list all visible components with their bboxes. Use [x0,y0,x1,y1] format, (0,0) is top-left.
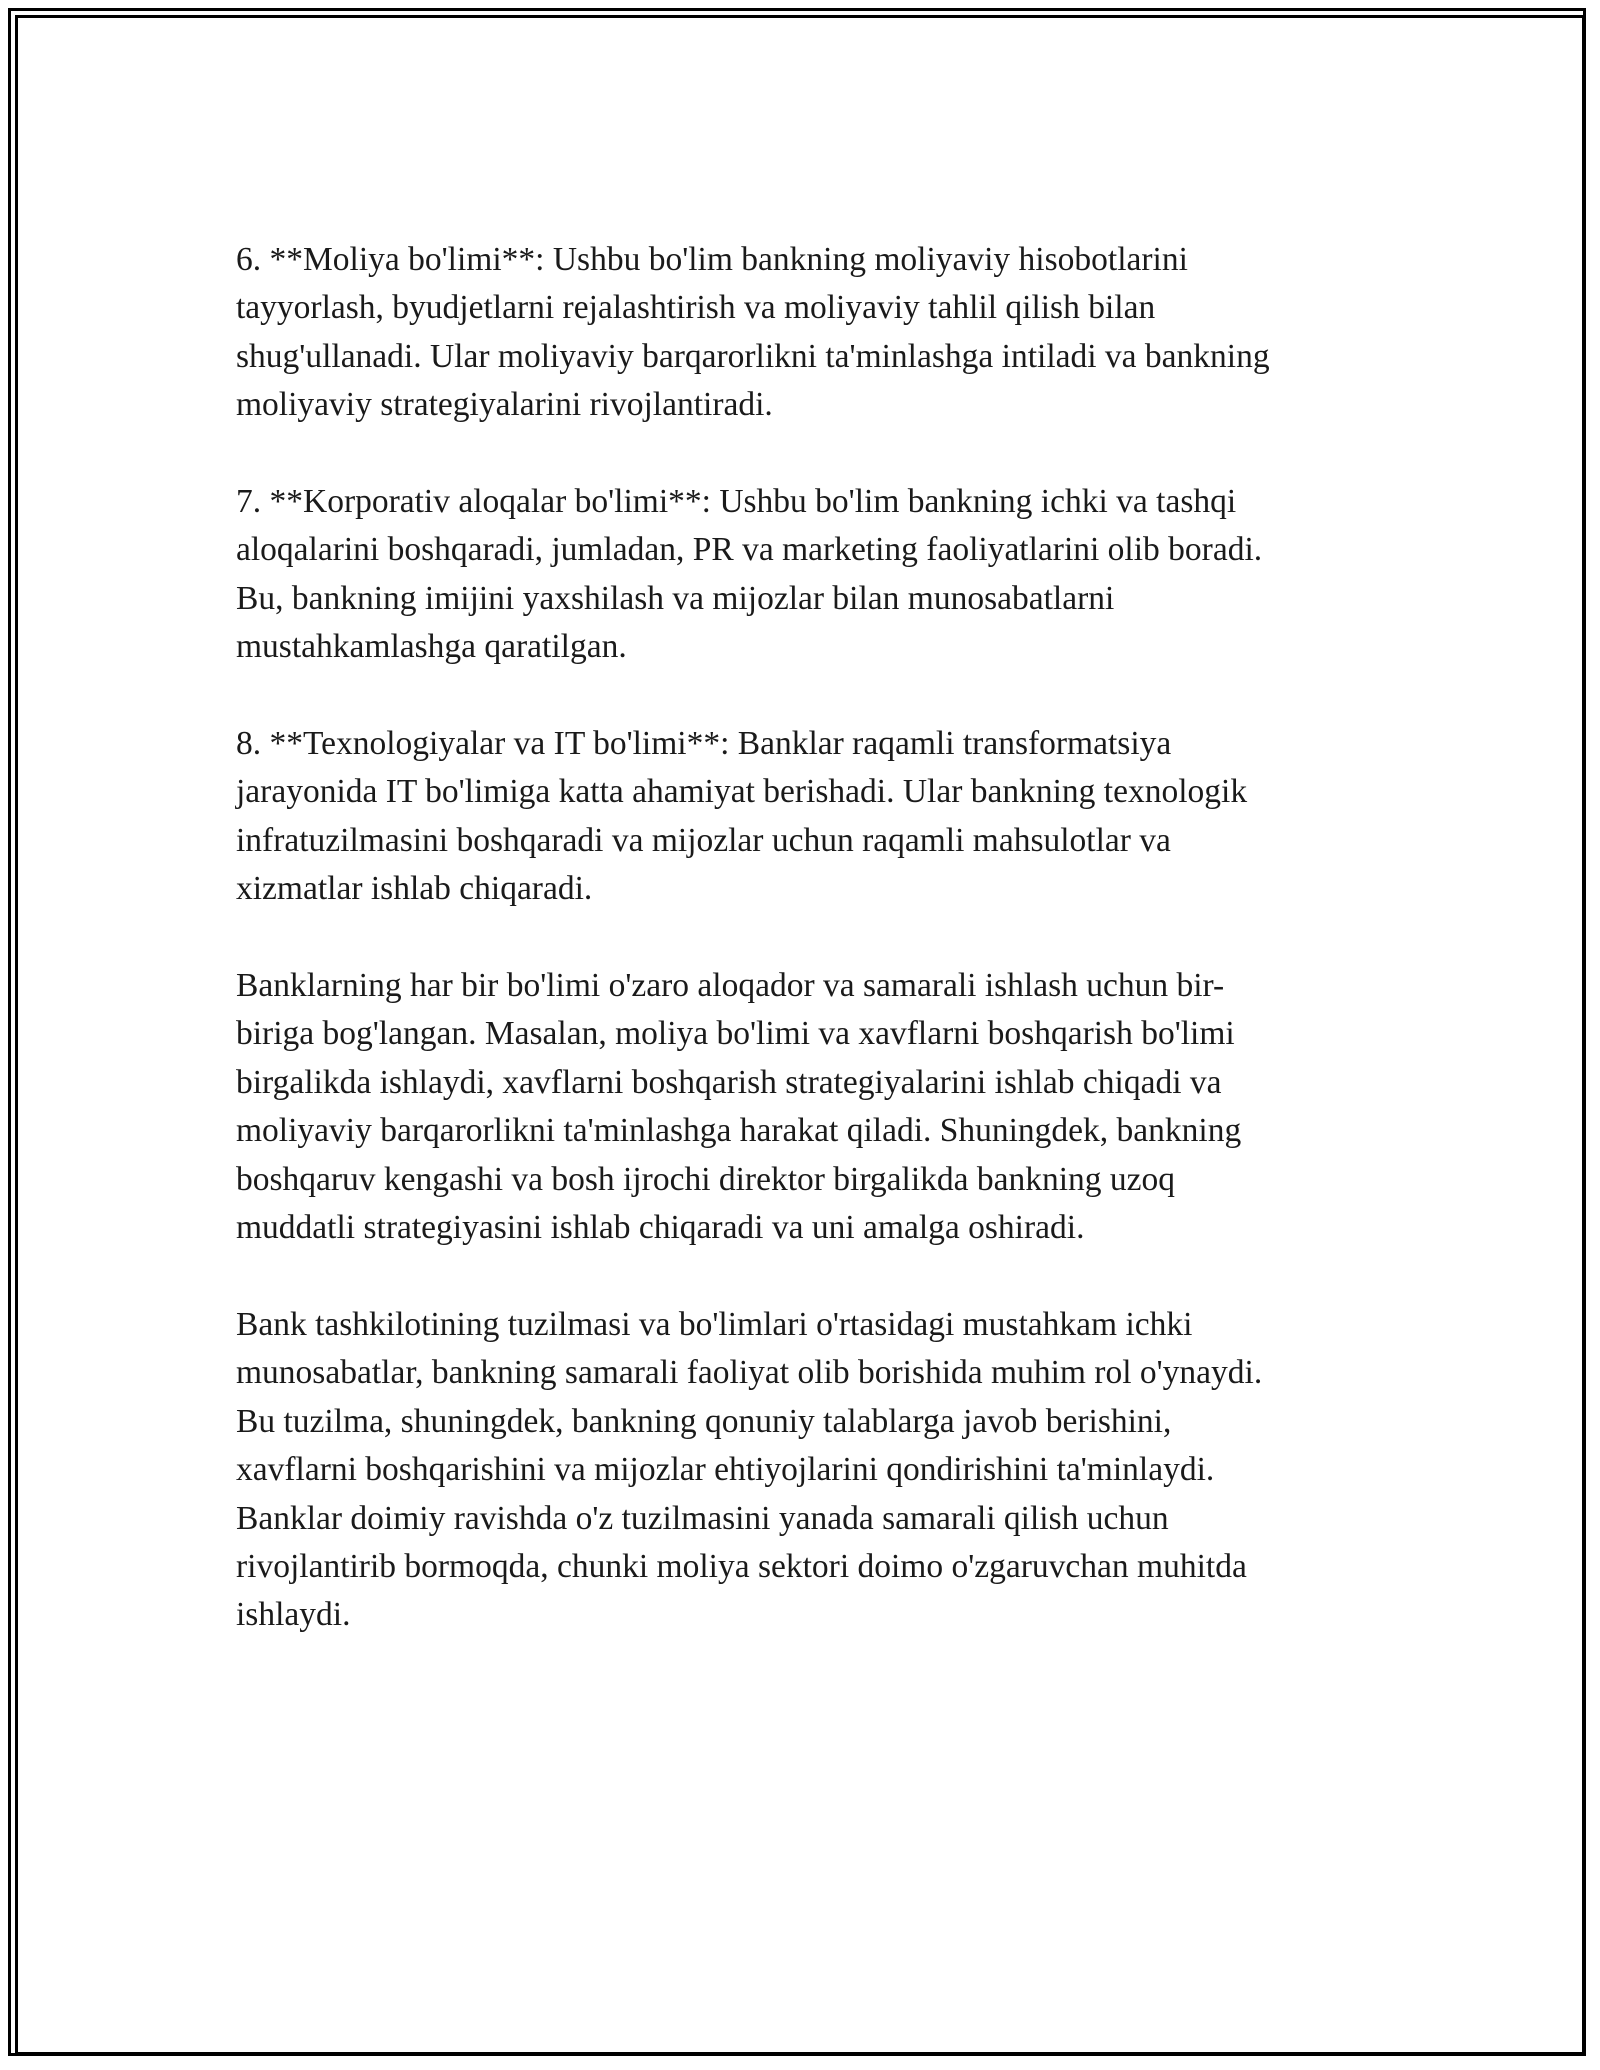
paragraph-korporativ-aloqalar: 7. **Korporativ aloqalar bo'limi**: Ushbu bo'lim bankning ichki va tashqi aloqalarini boshqaradi, jumladan, PR va marketing faoliyatlarini olib boradi. Bu, bankning imijini yaxshilash va mijozlar bilan munosabatlarni mustahkamlashga qaratilgan. [236,483,1263,666]
paragraph-texnologiyalar-it: 8. **Texnologiyalar va IT bo'limi**: Banklar raqamli transformatsiya jarayonida IT bo'limiga katta ahamiyat berishadi. Ular bankning texnologik infratuzilmasini boshqaradi va mijozlar uchun raqamli mahsulotlar va xizmatlar ishlab chiqaradi. [236,725,1248,908]
paragraph-bolimlar-aloqasi: Banklarning har bir bo'limi o'zaro aloqador va samarali ishlash uchun bir- biriga bog'langan. Masalan, moliya bo'limi va xavflarni boshqarish bo'limi birgalikda ishlaydi, xavflarni boshqarish strategiyalarini ishlab chiqadi va moliyaviy barqarorlikni ta'minlashga harakat qiladi. Shuningdek, bankning boshqaruv kengashi va bosh ijrochi direktor birgalikda bankning uzoq muddatli strategiyasini ishlab chiqaradi va uni amalga oshiradi. [236,967,1242,1247]
document-body [236,236,1396,1640]
paragraph-moliya-bolimi: 6. **Moliya bo'limi**: Ushbu bo'lim bankning moliyaviy hisobotlarini tayyorlash, byudjetlarni rejalashtirish va moliyaviy tahlil qilish bilan shug'ullanadi. Ular moliyaviy barqarorlikni ta'minlashga intiladi va bankning moliyaviy strategiyalarini rivojlantiradi. [236,241,1270,424]
paragraph-tuzilma-xulosa: Bank tashkilotining tuzilmasi va bo'limlari o'rtasidagi mustahkam ichki munosabatlar, bankning samarali faoliyat olib borishida muhim rol o'ynaydi. Bu tuzilma, shuningdek, bankning qonuniy talablarga javob berishini, xavflarni boshqarishini va mijozlar ehtiyojlarini qondirishini ta'minlaydi. Banklar doimiy ravishda o'z tuzilmasini yanada samarali qilish uchun rivojlantirib bormoqda, chunki moliya sektori doimo o'zgaruvchan muhitda ishlaydi. [236,1305,1263,1634]
